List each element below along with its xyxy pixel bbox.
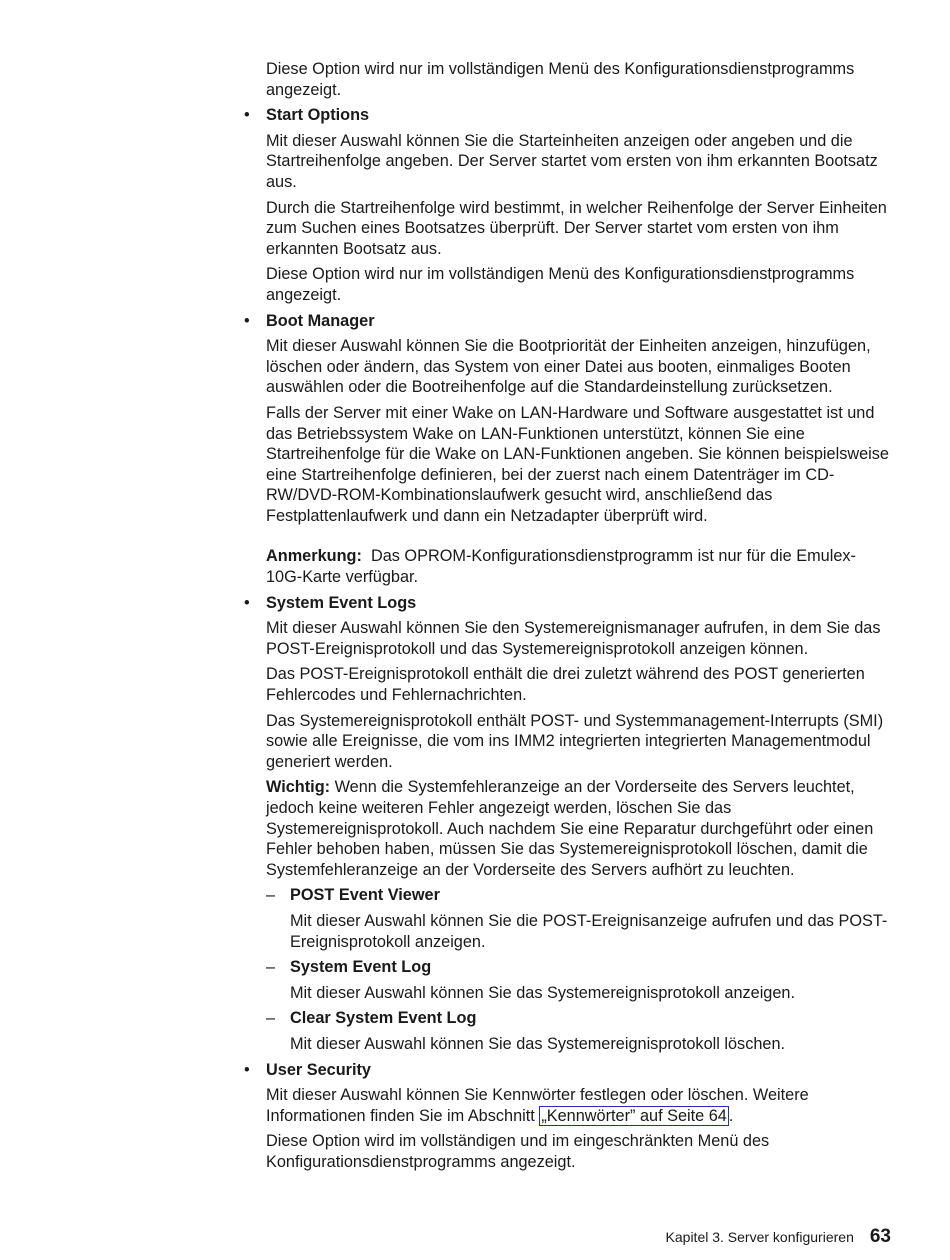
page-footer <box>666 1226 891 1248</box>
section-title: Start Options <box>266 106 370 125</box>
paragraph: Das Systemereignisprotokoll enthält POST- und Systemmanagement-Interrupts (SMI) sowie alle Ereignisse, die vom ins IMM2 integrierten integrierten Managementmodul generiert werden. <box>266 711 884 771</box>
subitem-clear-system-event-log <box>266 1008 892 1054</box>
paragraph: Mit dieser Auswahl können Sie das Systemereignisprotokoll anzeigen. <box>290 983 795 1002</box>
bullet: • <box>244 1060 250 1079</box>
section-title: User Security <box>266 1060 371 1079</box>
dash: – <box>266 958 276 977</box>
cross-reference-link[interactable]: „Kennwörter” auf Seite 64 <box>541 1106 727 1125</box>
paragraph: Falls der Server mit einer Wake on LAN-Hardware und Software ausgestattet ist und das Betriebssystem Wake on LAN-Funktionen unterstützt, können Sie eine Startreihenfolge für die Wake on LAN-Funktionen angeben. Sie können beispielsweise eine Startreihenfolge definieren, bei der zuerst nach einem Datenträger im CD-RW/DVD-ROM-Kombinationslaufwerk gesucht wird, anschließend das Festplattenlaufwerk und dann ein Netzadapter überprüft wird. <box>266 403 889 525</box>
spacer <box>266 531 892 546</box>
bullet: • <box>244 106 250 125</box>
paragraph: Mit dieser Auswahl können Sie die Starteinheiten anzeigen oder angeben und die Startreihenfolge angeben. Der Server startet vom ersten von ihm erkannten Bootsatz aus. <box>266 131 878 191</box>
dash: – <box>266 1009 276 1028</box>
paragraph: Mit dieser Auswahl können Sie das Systemereignisprotokoll löschen. <box>290 1034 786 1053</box>
subitem-post-event-viewer <box>266 885 892 952</box>
dash: – <box>266 886 276 905</box>
section-start-options <box>244 105 892 305</box>
chapter-title: Kapitel 3. Server konfigurieren <box>665 1229 854 1245</box>
section-system-event-logs <box>244 593 892 1055</box>
paragraph: Diese Option wird nur im vollständigen Menü des Konfigurationsdienstprogramms angezeigt. <box>266 265 855 304</box>
paragraph <box>266 1085 892 1126</box>
paragraph: Diese Option wird im vollständigen und im eingeschränkten Menü des Konfigurationsdienstprogramms angezeigt. <box>266 1132 770 1171</box>
subitem-system-event-log <box>266 957 892 1003</box>
text-before-link: Mit dieser Auswahl können Sie Kennwörter festlegen oder löschen. Weitere Informationen finden Sie im Abschnitt <box>266 1086 809 1125</box>
section-title: Boot Manager <box>266 311 375 330</box>
bullet: • <box>244 311 250 330</box>
section-title: System Event Logs <box>266 593 417 612</box>
important-text: Wenn die Systemfehleranzeige an der Vorderseite des Servers leuchtet, jedoch keine weiteren Fehler angezeigt werden, löschen Sie das Systemereignisprotokoll. Auch nachdem Sie eine Reparatur durchgeführt oder einen Fehler behoben haben, müssen Sie das Systemereignisprotokoll löschen, damit die Systemfehleranzeige an der Vorderseite des Servers aufhört zu leuchten. <box>266 778 874 879</box>
paragraph: Mit dieser Auswahl können Sie die Bootpriorität der Einheiten anzeigen, hinzufügen, löschen oder ändern, das System von einer Datei aus booten, einmaliges Booten auswählen oder die Bootreihenfolge auf die Standardeinstellung zurücksetzen. <box>266 337 871 397</box>
paragraph: Das POST-Ereignisprotokoll enthält die drei zuletzt während des POST generierten Fehlercodes und Fehlernachrichten. <box>266 665 865 705</box>
text-after-link: . <box>728 1106 734 1125</box>
paragraph: Mit dieser Auswahl können Sie die POST-Ereignisanzeige aufrufen und das POST-Ereignisprotokoll anzeigen. <box>290 911 888 951</box>
note-text: Das OPROM-Konfigurationsdienstprogramm ist nur für die Emulex-10G-Karte verfügbar. <box>266 547 856 587</box>
paragraph: Mit dieser Auswahl können Sie den Systemereignismanager aufrufen, in dem Sie das POST-Ereignisprotokoll und das Systemereignisprotokoll anzeigen können. <box>266 619 881 658</box>
page-number: 63 <box>869 1226 891 1247</box>
section-user-security <box>244 1060 892 1173</box>
bullet: • <box>244 593 250 612</box>
intro-note: Diese Option wird nur im vollständigen Menü des Konfigurationsdienstprogramms angezeigt. <box>266 60 855 99</box>
section-boot-manager <box>244 311 892 588</box>
page-content <box>244 59 892 1178</box>
note-label: Anmerkung: <box>266 547 362 566</box>
note <box>266 546 892 587</box>
important-note <box>266 777 892 880</box>
important-label: Wichtig: <box>266 778 331 797</box>
subitem-title: Clear System Event Log <box>290 1009 477 1028</box>
subitem-title: System Event Log <box>290 958 432 977</box>
subitem-title: POST Event Viewer <box>290 886 440 905</box>
paragraph: Durch die Startreihenfolge wird bestimmt, in welcher Reihenfolge der Server Einheiten zum Suchen eines Bootsatzes überprüft. Der Server startet vom ersten von ihm erkannten Bootsatz aus. <box>266 198 887 258</box>
